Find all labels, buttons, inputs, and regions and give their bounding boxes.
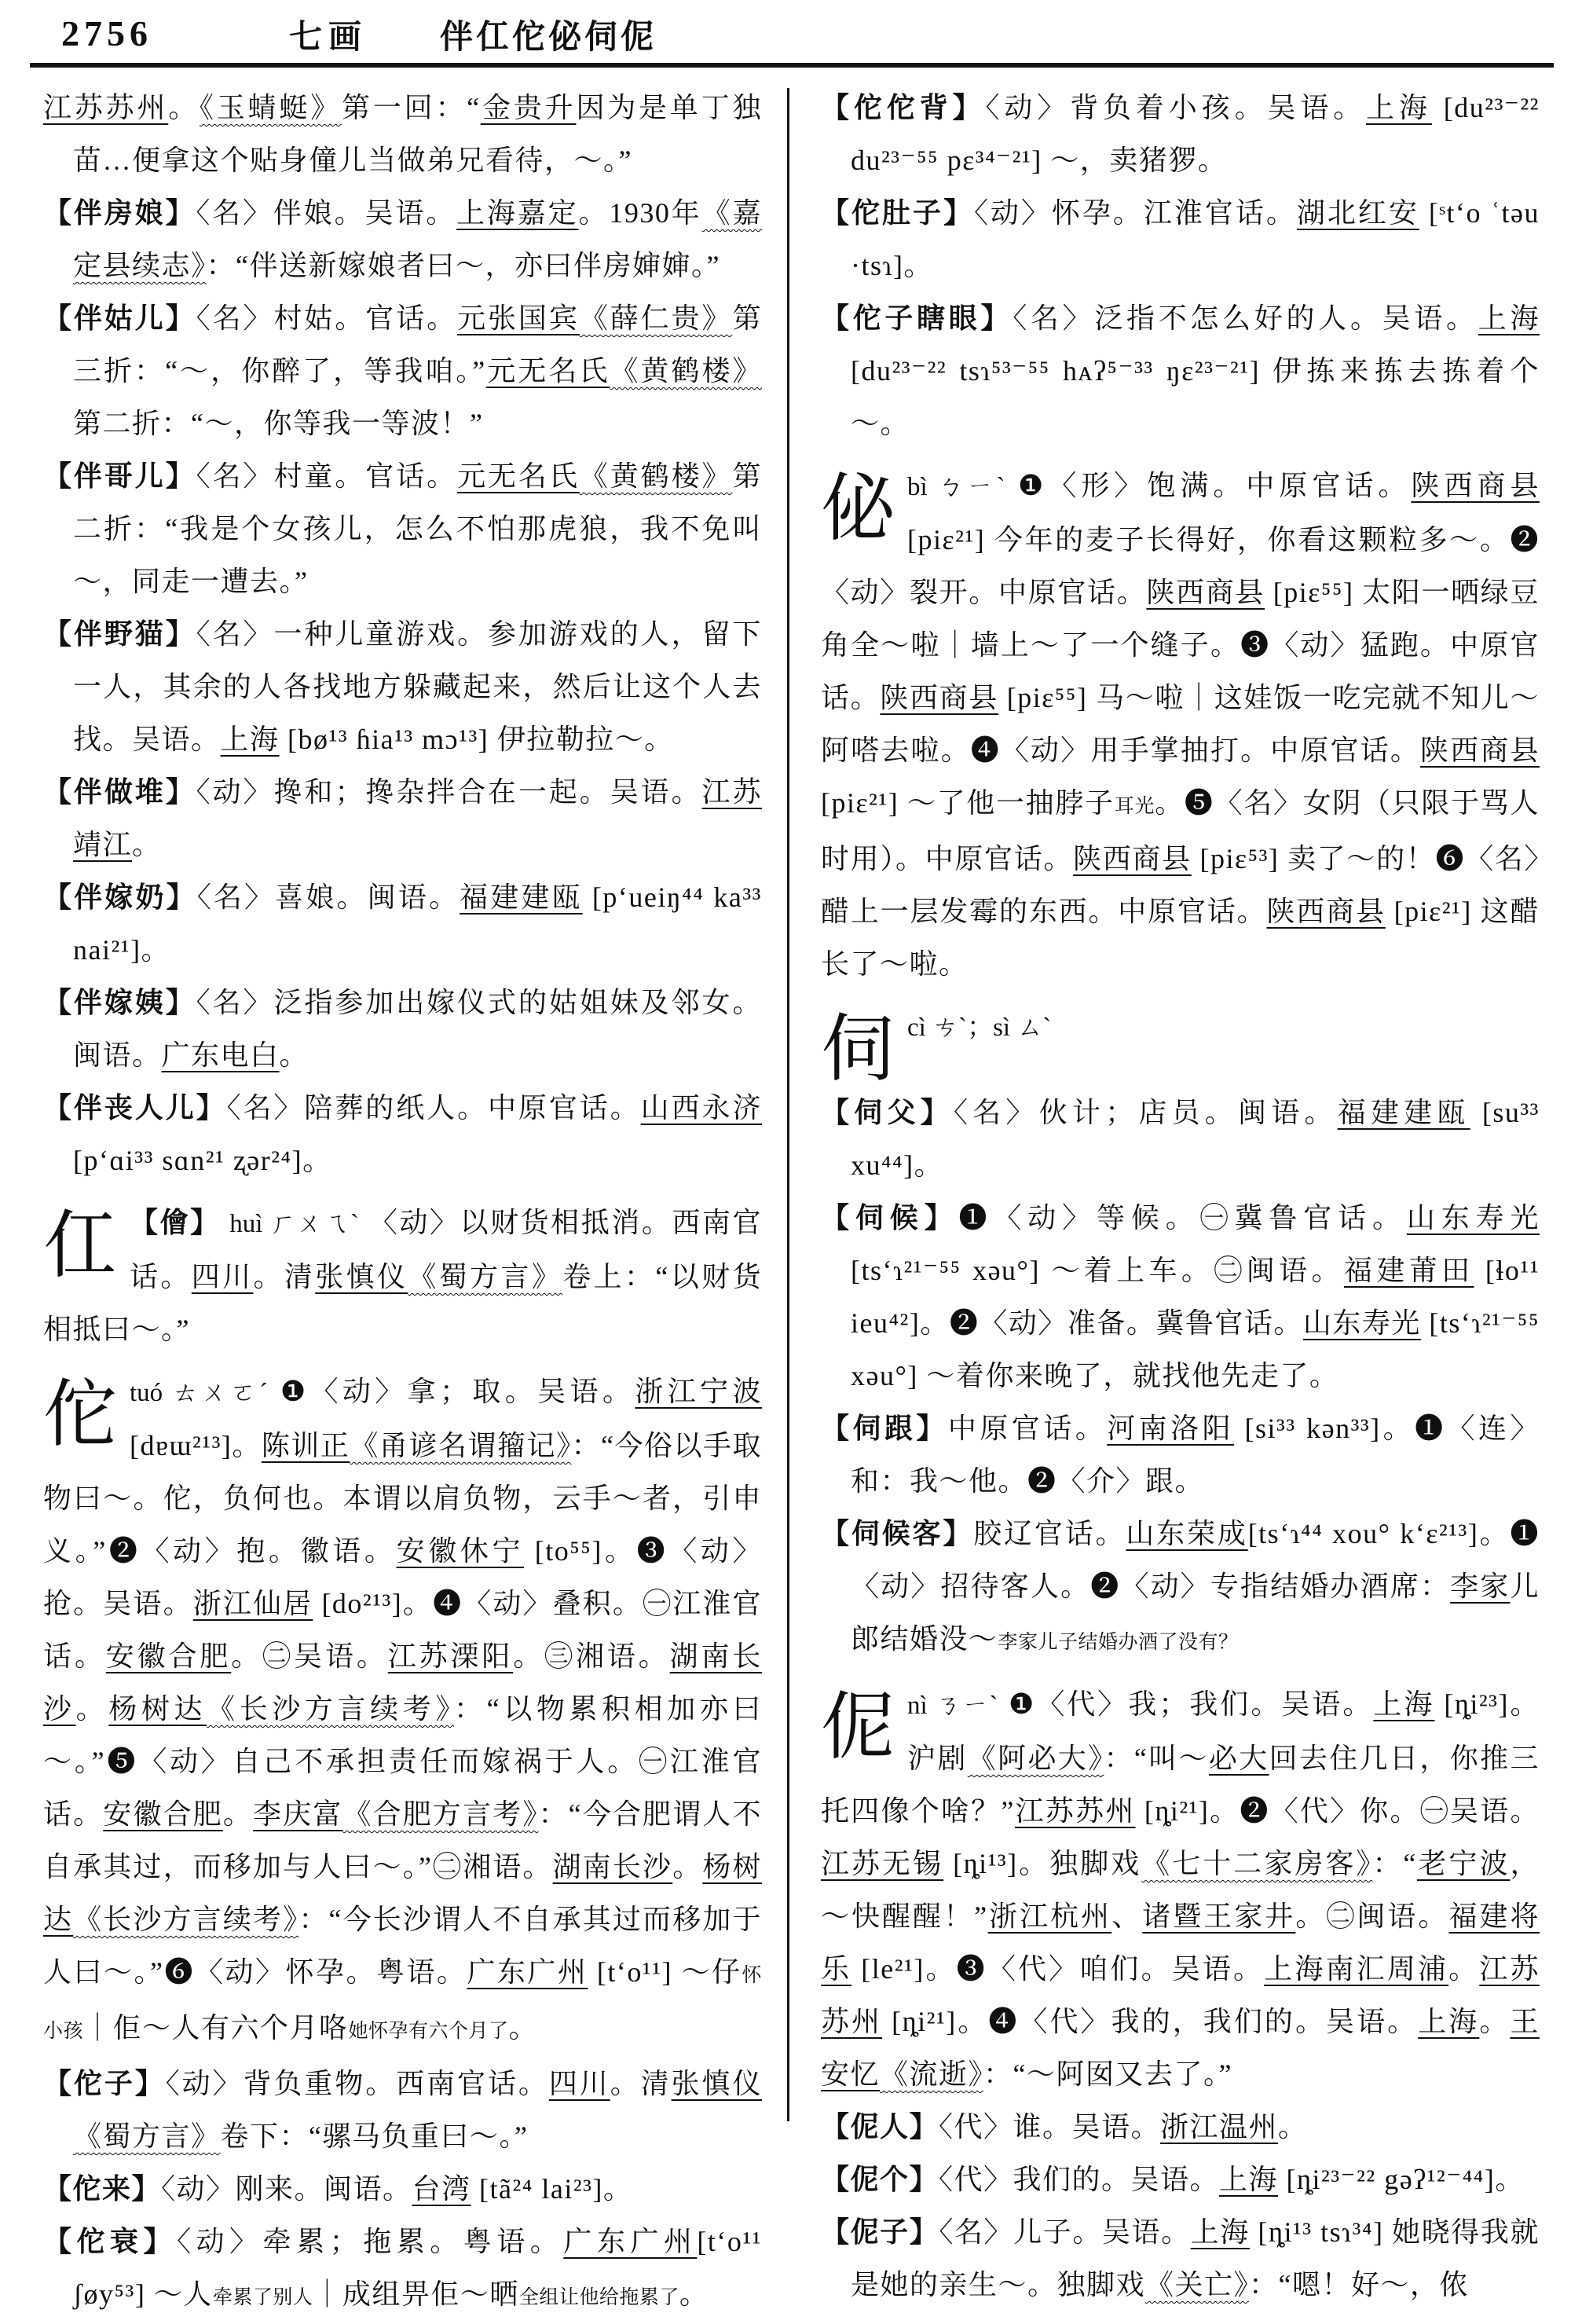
dict-entry bbox=[821, 1508, 1540, 1669]
entry-body: 〈名〉泛指不怎么好的人。吴语。上海 [du²³⁻²² tsɿ⁵³⁻⁵⁵ hᴀʔ⁵⁻³³ ŋɛ²³⁻²¹] 伊拣来拣去拣着个～。 bbox=[851, 302, 1540, 439]
dict-entry bbox=[43, 977, 762, 1082]
entry-headword: 【伲子】 bbox=[821, 2216, 939, 2248]
dict-entry bbox=[43, 1082, 762, 1187]
entry-body: 中原官话。河南洛阳 [si³³ kən³³]。❶〈连〉和：我～他。❷〈介〉跟。 bbox=[851, 1413, 1540, 1497]
entry-body: ❶〈形〉饱满。中原官话。陕西商县 [piɛ²¹] 今年的麦子长得好，你看这颗粒多～。❷〈动〉裂开。中原官话。陕西商县 [piɛ⁵⁵] 太阳一晒绿豆角全～啦｜墙上～了一个缝子。❸〈动〉猛跑。中原官话。陕西商县 [piɛ⁵⁵] 马～啦｜这娃饭一吃完就不知儿～阿嗒去啦。❹〈动〉用手掌抽打。中原官话。陕西商县 [piɛ²¹] ～了他一抽脖子耳光。❺〈名〉女阴（只限于骂人时用）。中原官话。陕西商县 [piɛ⁵³] 卖了～的！❻〈名〉醋上一层发霉的东西。中原官话。陕西商县 [piɛ²¹] 这醋长了～啦。 bbox=[821, 470, 1540, 980]
entry-headword: 【伺跟】 bbox=[821, 1413, 948, 1444]
dict-char-entry bbox=[43, 1365, 762, 2058]
pronunciation: huì ㄏㄨㄟˋ bbox=[229, 1210, 360, 1238]
entry-headword: 【伴房娘】 bbox=[43, 197, 196, 229]
entry-body: 〈名〉喜娘。闽语。福建建瓯 [pʻueiŋ⁴⁴ ka³³ nai²¹]。 bbox=[73, 882, 762, 966]
entry-body: 〈名〉陪葬的纸人。中原官话。山西永济 [pʻɑi³³ sɑn²¹ ʐər²⁴]。 bbox=[73, 1092, 762, 1176]
entry-body: ❶〈动〉拿；取。吴语。浙江宁波[dɐɯ²¹³]。陈训正《甬谚名谓籀记》：“今俗以手取物曰～。佗，负何也。本谓以肩负物，云手～者，引申义。”❷〈动〉抱。徽语。安徽休宁 [to⁵⁵]。❸〈动〉抢。吴语。浙江仙居 [do²¹³]。❹〈动〉叠积。㊀江淮官话。安徽合肥。㊁吴语。江苏溧阳。㊂湘语。湖南长沙。杨树达《长沙方言续考》：“以物累积相加亦曰～。”❺〈动〉自己不承担责任而嫁祸于人。㊀江淮官话。安徽合肥。李庆富《合肥方言考》：“今合肥谓人不自承其过，而移加与人曰～。”㊁湘语。湖南长沙。杨树达《长沙方言续考》：“今长沙谓人不自承其过而移加于人曰～。”❻〈动〉怀孕。粤语。广东广州 [tʻo¹¹] ～仔怀小孩｜佢～人有六个月咯她怀孕有六个月了。 bbox=[43, 1376, 762, 2044]
entry-body: 〈动〉刚来。闽语。台湾 [tã²⁴ lai²³]。 bbox=[161, 2173, 633, 2205]
dict-entry bbox=[821, 2206, 1540, 2311]
head-character: 伲 bbox=[821, 1687, 895, 1769]
dict-entry bbox=[43, 2163, 762, 2216]
entry-headword: 【佗佗背】 bbox=[821, 92, 986, 123]
entry-body: 〈动〉怀孕。江淮官话。湖北红安 [ˢtʻo ʿtəu ·tsɿ]。 bbox=[851, 197, 1540, 281]
entry-headword: 【伺候】 bbox=[821, 1202, 959, 1233]
dict-char-entry bbox=[821, 1000, 1540, 1091]
entry-body: 〈动〉搀和；搀杂拌合在一起。吴语。江苏靖江。 bbox=[73, 776, 762, 860]
entry-body: 〈动〉以财货相抵消。西南官话。四川。清张慎仪《蜀方言》卷上：“以财货相抵曰～。” bbox=[43, 1207, 762, 1345]
entry-body: 〈动〉背负着小孩。吴语。上海 [du²³⁻²² du²³⁻⁵⁵ pɛ³⁴⁻²¹] ～，卖猪猡。 bbox=[851, 92, 1540, 176]
entry-body: ❶〈动〉等候。㊀冀鲁官话。山东寿光[tsʻɿ²¹⁻⁵⁵ xəu°] ～着上车。㊁闽语。福建莆田 [ɬo¹¹ ieu⁴²]。❷〈动〉准备。冀鲁官话。山东寿光 [tsʻɿ²¹⁻⁵⁵ xəu°] ～着你来晚了，就找他先走了。 bbox=[851, 1202, 1540, 1391]
entry-headword: 【佗肚子】 bbox=[821, 197, 974, 229]
stroke-section-label: 七画 bbox=[289, 20, 368, 56]
header-rule bbox=[30, 63, 1554, 68]
entry-headword: 【伲个】 bbox=[821, 2164, 939, 2195]
entry-body: 〈动〉背负重物。西南官话。四川。清张慎仪《蜀方言》卷下：“骡马负重曰～。” bbox=[73, 2068, 762, 2152]
entry-body: 〈名〉儿子。吴语。上海 [ȵi¹³ tsɿ³⁴] 她晓得我就是她的亲生～。独脚戏《关亡》：“嗯！好～，侬 bbox=[851, 2216, 1540, 2300]
pronunciation: cì ㄘˋ；sì ㄙˋ bbox=[907, 1014, 1052, 1042]
dict-entry bbox=[43, 82, 762, 187]
entry-body: 〈名〉伙计；店员。闽语。福建建瓯 [su³³ xu⁴⁴]。 bbox=[851, 1097, 1540, 1181]
dict-entry bbox=[821, 82, 1540, 187]
dict-entry bbox=[821, 1192, 1540, 1402]
dict-entry bbox=[821, 187, 1540, 292]
entry-headword: 【伲人】 bbox=[821, 2111, 939, 2143]
head-character: 佖 bbox=[821, 468, 895, 550]
dict-entry bbox=[43, 450, 762, 608]
headword-variant: 【儈】 bbox=[130, 1207, 221, 1238]
entry-headword: 【伴嫁奶】 bbox=[43, 882, 197, 913]
entry-body: 〈动〉牵累；拖累。粤语。广东广州[tʻo¹¹ ʃøy⁵³] ～人牵累了别人｜成组畀佢～晒全组让他给拖累了。 bbox=[73, 2226, 762, 2310]
dict-char-entry bbox=[43, 1197, 762, 1356]
entry-body: 〈名〉泛指参加出嫁仪式的姑姐妹及邻女。闽语。广东电白。 bbox=[73, 987, 762, 1071]
dict-entry bbox=[821, 1402, 1540, 1508]
dict-entry bbox=[821, 2154, 1540, 2206]
left-column bbox=[43, 82, 762, 2324]
entry-headword: 【伴嫁姨】 bbox=[43, 987, 196, 1018]
dict-entry bbox=[43, 608, 762, 766]
entry-headword: 【伴姑儿】 bbox=[43, 302, 196, 334]
head-character: 仜 bbox=[43, 1205, 118, 1287]
entry-body: 胶辽官话。山东荣成[tsʻɿ⁴⁴ xou° kʻɛ²¹³]。❶〈动〉招待客人。❷〈动〉专指结婚办酒席：李家儿郎结婚没～李家儿子结婚办酒了没有？ bbox=[851, 1518, 1540, 1655]
column-divider bbox=[787, 88, 789, 2121]
dict-entry bbox=[43, 292, 762, 450]
pronunciation: nì ㄋㄧˋ bbox=[907, 1692, 999, 1720]
dict-entry bbox=[43, 871, 762, 977]
entry-body: 〈名〉一种儿童游戏。参加游戏的人，留下一人，其余的人各找地方躲藏起来，然后让这个人去找。吴语。上海 [bø¹³ ɦia¹³ mɔ¹³] 伊拉勒拉～。 bbox=[73, 618, 762, 755]
entry-body: 江苏苏州。《玉蜻蜓》第一回：“金贵升因为是单丁独苗…便拿这个贴身僮儿当做弟兄看待，～。” bbox=[43, 92, 762, 176]
dict-entry bbox=[43, 2058, 762, 2163]
entry-body: ❶〈代〉我；我们。吴语。上海 [ȵi²³]。沪剧《阿必大》：“叫～必大回去住几日，你推三托四像个啥？”江苏苏州 [ȵi²¹]。❷〈代〉你。㊀吴语。江苏无锡 [ȵi¹³]。独脚戏《七十二家房客》：“老宁波，～快醒醒！”浙江杭州、诸暨王家井。㊁闽语。福建将乐 [le²¹]。❸〈代〉咱们。吴语。上海南汇周浦。江苏苏州 [ȵi²¹]。❹〈代〉我的，我们的。吴语。上海。王安忆《流逝》：“～阿囡又去了。” bbox=[821, 1688, 1540, 2090]
page-number: 2756 bbox=[61, 13, 152, 53]
dict-entry bbox=[43, 766, 762, 871]
entry-headword: 【佗子瞎眼】 bbox=[821, 302, 1013, 334]
entry-body: 〈代〉我们的。吴语。上海 [ȵi²³⁻²² gəʔ¹²⁻⁴⁴]。 bbox=[939, 2164, 1525, 2195]
dict-char-entry bbox=[821, 460, 1540, 991]
head-character: 佗 bbox=[43, 1374, 118, 1456]
entry-headword: 【伴哥儿】 bbox=[43, 460, 196, 492]
pronunciation: tuó ㄊㄨㄛˊ bbox=[130, 1379, 271, 1407]
entry-body: 〈代〉谁。吴语。浙江温州。 bbox=[939, 2111, 1308, 2143]
entry-headword: 【伴做堆】 bbox=[43, 776, 196, 808]
entry-headword: 【佗来】 bbox=[43, 2173, 162, 2205]
right-column bbox=[821, 82, 1540, 2311]
entry-headword: 【伴野猫】 bbox=[43, 618, 196, 650]
entry-body: 〈名〉村姑。官话。元张国宾《薛仁贵》第三折：“～，你醉了，等我咱。”元无名氏《黄鹤楼》第二折：“～，你等我一等波！” bbox=[73, 302, 762, 439]
section-characters: 伴仜佗佖伺伲 bbox=[440, 20, 657, 56]
entry-headword: 【佗衰】 bbox=[43, 2226, 178, 2257]
dict-entry bbox=[821, 1087, 1540, 1192]
entry-headword: 【佗子】 bbox=[43, 2068, 166, 2099]
entry-body: 〈名〉伴娘。吴语。上海嘉定。1930年《嘉定县续志》：“伴送新嫁娘者曰～，亦曰伴房婶婶。” bbox=[73, 197, 762, 281]
entry-body: 〈名〉村童。官话。元无名氏《黄鹤楼》第二折：“我是个女孩儿，怎么不怕那虎狼，我不免叫～，同走一遭去。” bbox=[73, 460, 762, 597]
dict-char-entry bbox=[821, 1678, 1540, 2101]
entry-headword: 【伺候客】 bbox=[821, 1518, 974, 1549]
entry-headword: 【伺父】 bbox=[821, 1097, 954, 1128]
head-character: 伺 bbox=[821, 1009, 895, 1091]
dict-entry bbox=[821, 292, 1540, 450]
dict-entry bbox=[821, 2101, 1540, 2154]
dict-entry bbox=[43, 2216, 762, 2324]
pronunciation: bì ㄅㄧˋ bbox=[907, 473, 1009, 501]
entry-headword: 【伴丧人儿】 bbox=[43, 1092, 227, 1124]
dict-entry bbox=[43, 187, 762, 292]
